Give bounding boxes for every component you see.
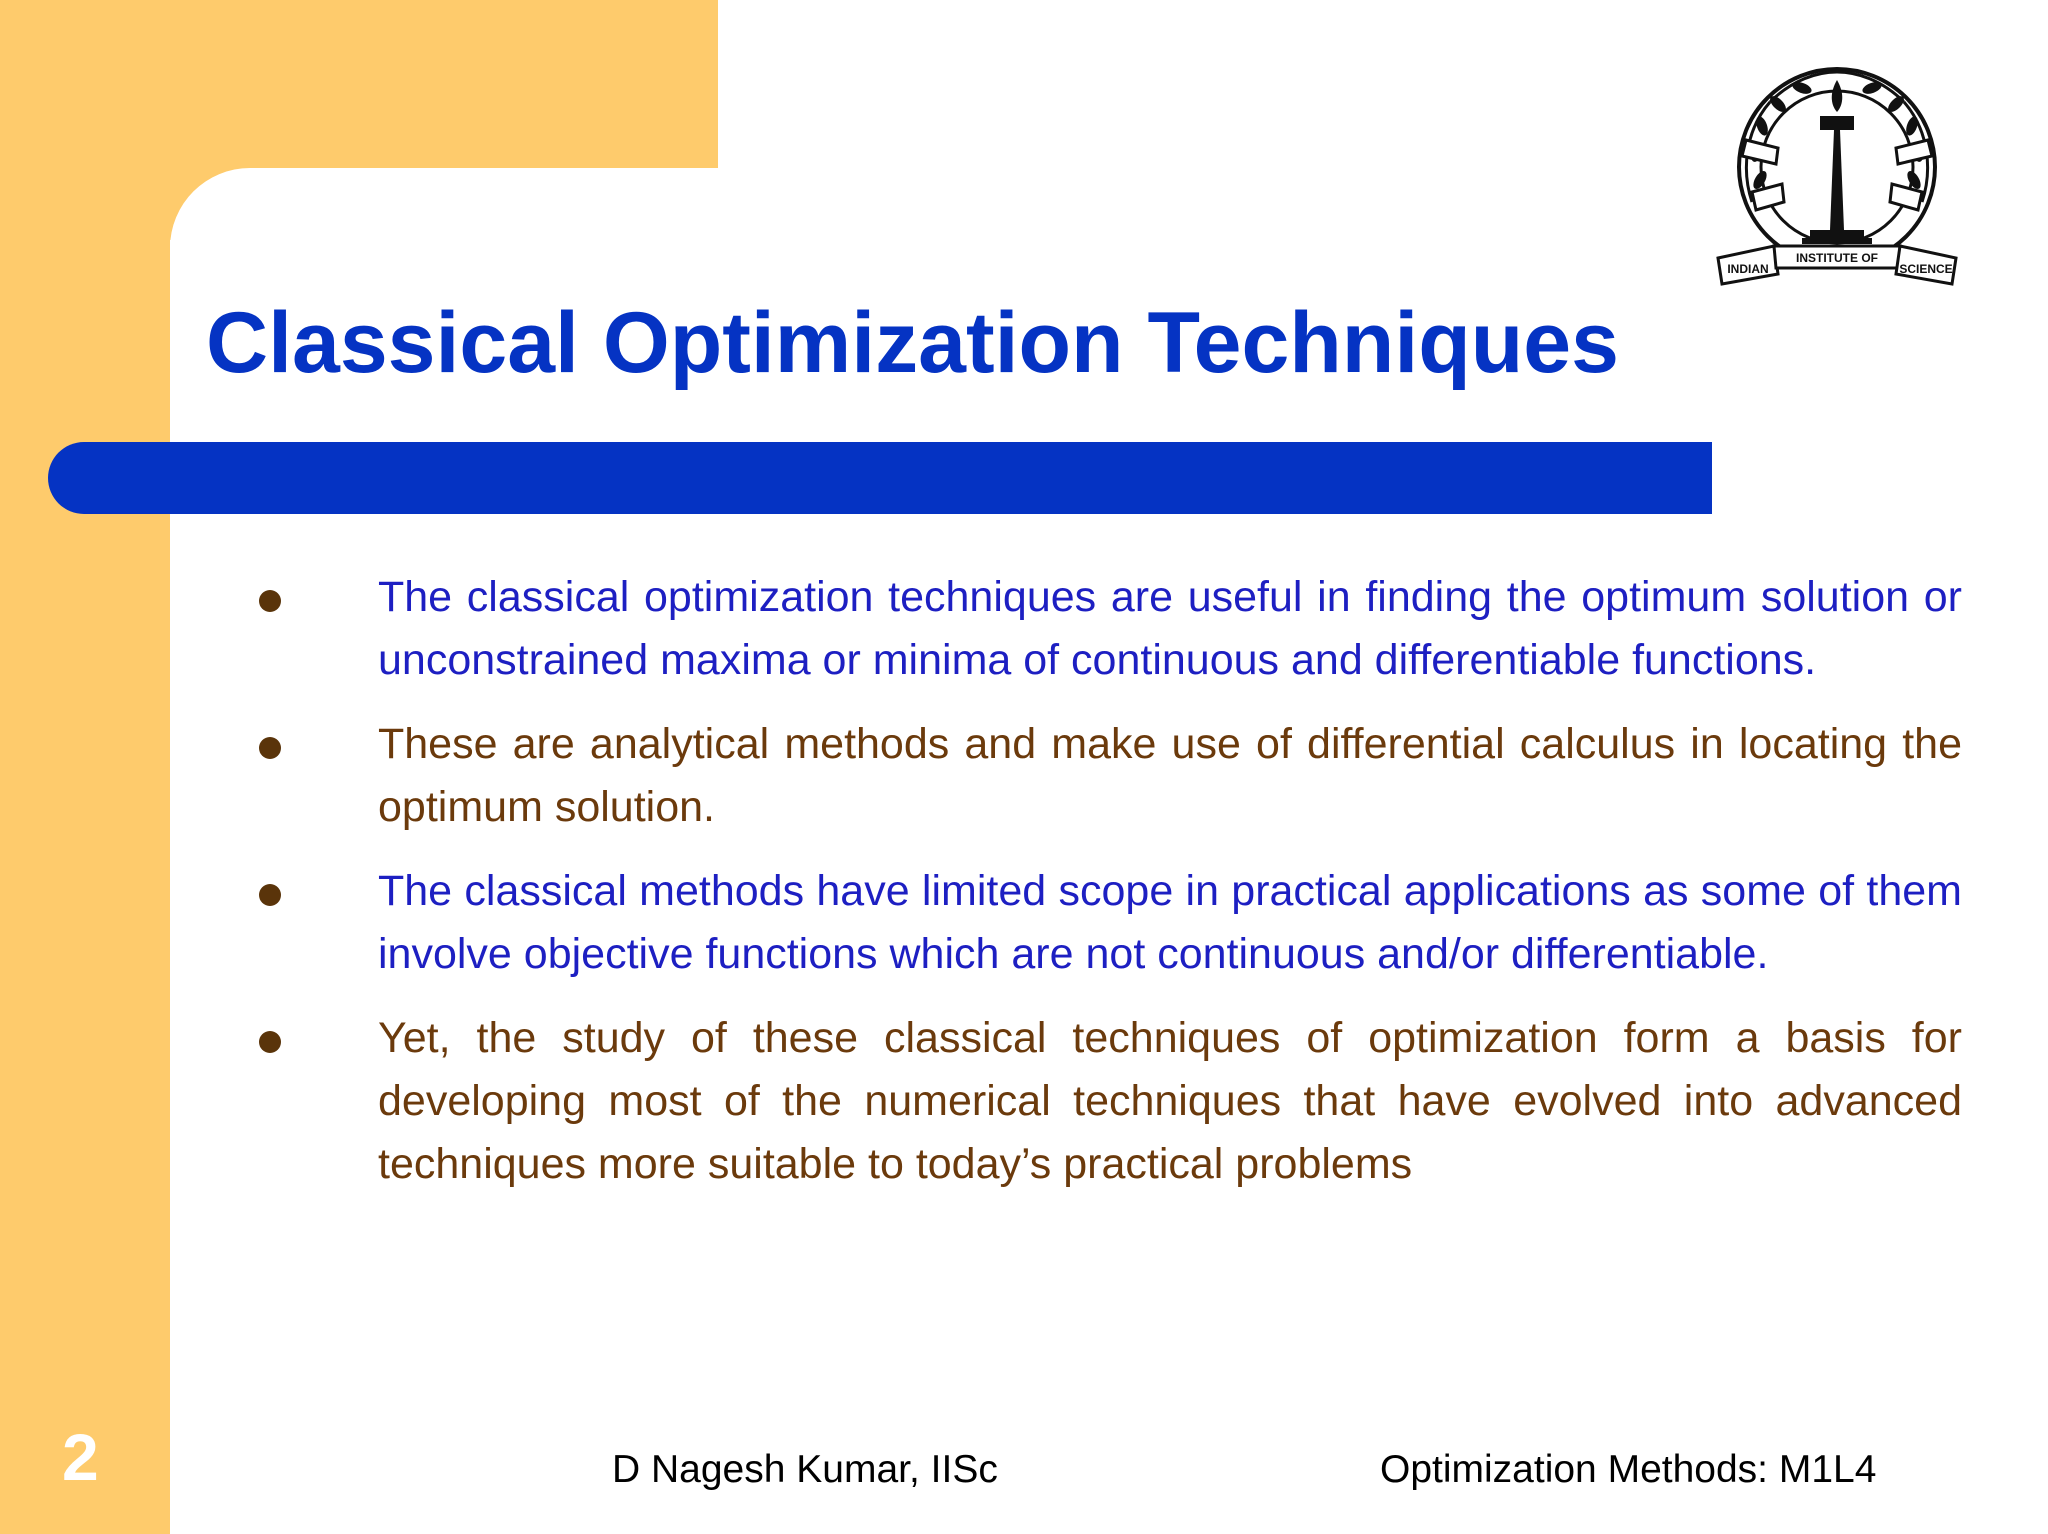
bullet-text: The classical optimization techniques are useful in finding the optimum solution or unconstrained maxima or minima of continuous and differentiable functions. (378, 573, 1962, 684)
slide-title: Classical Optimization Techniques (206, 295, 1619, 391)
title-underline-bar (48, 442, 1712, 514)
bullet-item (0, 1007, 2048, 1196)
institute-logo (1712, 52, 1962, 302)
bullet-text: The classical methods have limited scope in practical applications as some of them involve objective functions which are not continuous and/or differentiable. (378, 867, 1962, 978)
bullet-item (0, 860, 2048, 986)
bullet-dot-icon (259, 884, 281, 906)
bullet-dot-icon (259, 737, 281, 759)
bullet-dot-icon (259, 1031, 281, 1053)
bullet-list (0, 566, 2048, 1217)
logo-text-institute-of: INSTITUTE OF (1796, 251, 1878, 265)
bullet-text: Yet, the study of these classical techniques of optimization form a basis for developing most of the numerical techniques that have evolved into advanced techniques more suitable to today’s practical problems (378, 1014, 1962, 1188)
bullet-item (0, 713, 2048, 839)
page-number: 2 (62, 1420, 99, 1494)
logo-text-science: SCIENCE (1899, 262, 1953, 276)
bullet-dot-icon (259, 590, 281, 612)
logo-text-indian: INDIAN (1727, 262, 1769, 276)
bullet-item (0, 566, 2048, 692)
footer-author: D Nagesh Kumar, IISc (612, 1448, 998, 1491)
bullet-text: These are analytical methods and make use of differential calculus in locating the optimum solution. (378, 720, 1962, 831)
footer-course: Optimization Methods: M1L4 (1380, 1448, 1877, 1491)
